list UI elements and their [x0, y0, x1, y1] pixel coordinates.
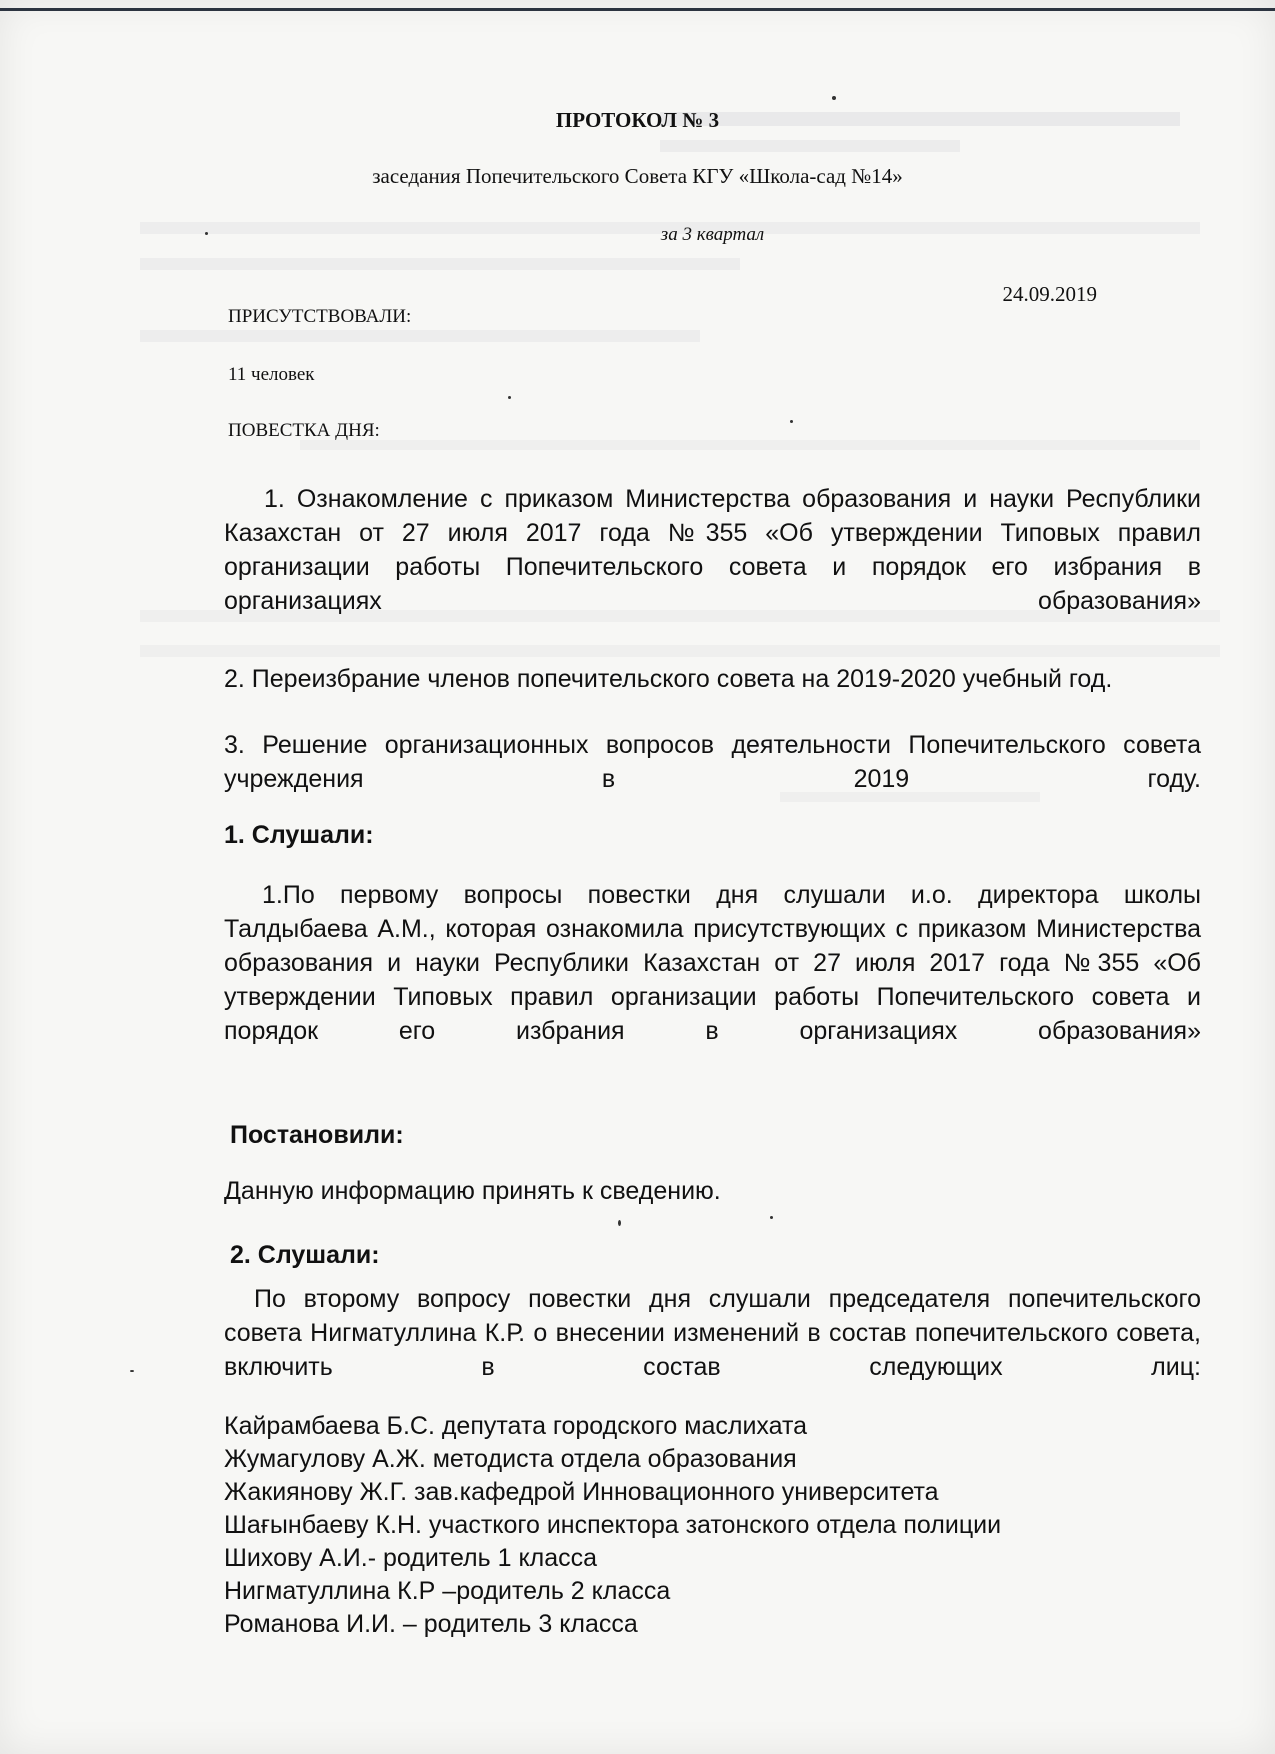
agenda-item-1	[224, 482, 1201, 618]
resolved-heading: Постановили:	[230, 1121, 404, 1149]
agenda-item-text: 2. Переизбрание членов попечительского совета на 2019-2020 учебный год.	[224, 665, 1113, 693]
list-item: Романова И.И. – родитель 3 класса	[224, 1610, 638, 1638]
scan-speck	[770, 1216, 773, 1219]
members-list	[224, 1410, 1001, 1641]
scan-speck	[508, 396, 511, 399]
section-1-heading: 1. Слушали:	[224, 821, 374, 849]
agenda-item-text: 3. Решение организационных вопросов деятельности Попечительского совета учреждения в 2019 году.	[224, 731, 1201, 793]
scan-speck	[832, 96, 836, 100]
present-label: ПРИСУТСТВОВАЛИ:	[228, 306, 412, 327]
document-title: ПРОТОКОЛ № 3	[555, 108, 720, 132]
section-2-text	[224, 1282, 1201, 1384]
bleed-through	[140, 645, 1220, 657]
scan-top-edge	[0, 8, 1275, 11]
bleed-through	[140, 330, 700, 342]
scan-speck	[130, 1370, 134, 1372]
agenda-item-text: 1. Ознакомление с приказом Министерства образования и науки Республики Казахстан от 27 июля 2017 года №355 «Об утверждении Типовых правил организации работы Попечительского совета и порядок его избрания в организациях образования»	[224, 485, 1201, 615]
list-item: Жумагулову А.Ж. методиста отдела образования	[224, 1445, 797, 1473]
scan-speck	[618, 1220, 621, 1226]
resolved-text: Данную информацию принять к сведению.	[224, 1177, 721, 1205]
list-item: Шағынбаеву К.Н. участкого инспектора затонского отдела полиции	[224, 1511, 1002, 1539]
section-1-paragraph: 1.По первому вопросы повестки дня слушали и.о. директора школы Талдыбаева А.М., которая ознакомила присутствующих с приказом Министерства образования и науки Республики Казахстан от 27 июля 2017 года №355 «Об утверждении Типовых правил организации работы Попечительского совета и порядок его избрания в организациях образования»	[224, 881, 1201, 1045]
bleed-through	[300, 440, 1200, 450]
agenda-item-2	[224, 662, 1201, 696]
document-period: за 3 квартал	[660, 224, 765, 245]
agenda-item-3	[224, 728, 1201, 796]
agenda-label: ПОВЕСТКА ДНЯ:	[228, 420, 380, 441]
section-2-paragraph: По второму вопросу повестки дня слушали председателя попечительского совета Нигматуллина К.Р. о внесении изменений в состав попечительского совета, включить в состав следующих лиц:	[224, 1285, 1201, 1381]
scan-speck	[790, 420, 793, 423]
list-item: Жакиянову Ж.Г. зав.кафедрой Инновационного университета	[224, 1478, 939, 1506]
bleed-through	[140, 258, 740, 270]
list-item: Нигматуллина К.Р –родитель 2 класса	[224, 1577, 671, 1605]
list-item: Шихову А.И.- родитель 1 класса	[224, 1544, 598, 1572]
bleed-through	[660, 140, 960, 152]
list-item: Кайрамбаева Б.С. депутата городского маслихата	[224, 1412, 808, 1440]
present-count: 11 человек	[228, 364, 315, 385]
section-2-heading: 2. Слушали:	[230, 1241, 380, 1269]
document-subtitle: заседания Попечительского Совета КГУ «Школа-сад №14»	[372, 164, 903, 188]
document-date: 24.09.2019	[1002, 282, 1097, 306]
scan-speck	[205, 232, 208, 235]
section-1-text	[224, 878, 1201, 1048]
